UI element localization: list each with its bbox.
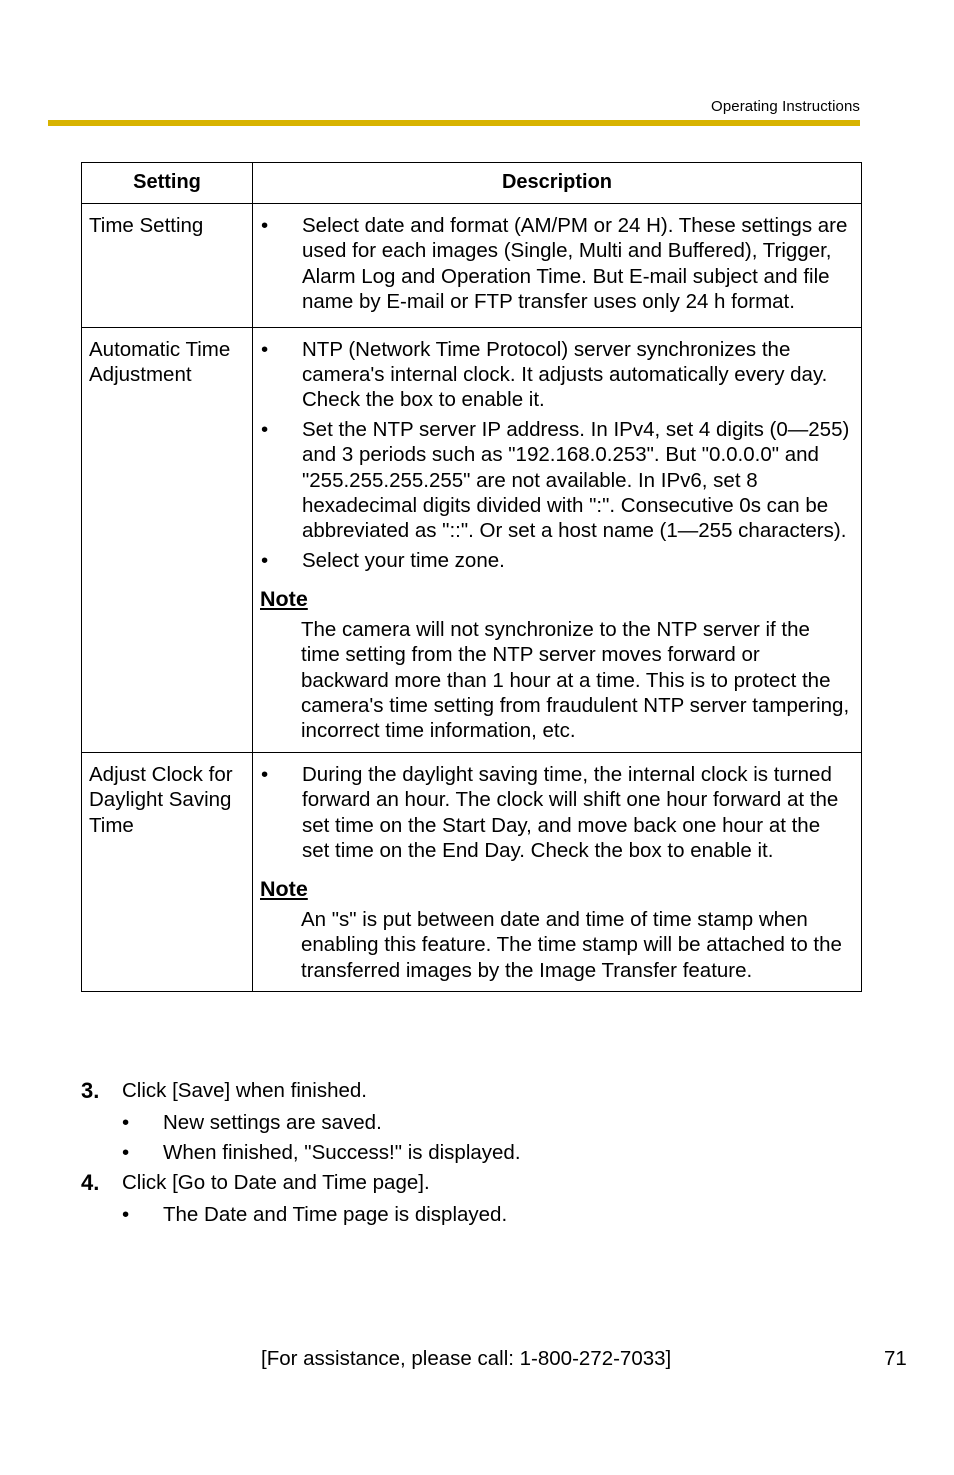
- bullet-text: Select your time zone.: [302, 548, 505, 572]
- setting-name-cell: Adjust Clock for Daylight Saving Time: [82, 752, 253, 991]
- description-cell: [253, 752, 862, 991]
- step-item: [81, 1078, 861, 1103]
- bullet-icon: •: [261, 214, 269, 237]
- bullet-icon: •: [122, 1203, 130, 1226]
- bullet-icon: •: [122, 1111, 130, 1134]
- column-header-description: Description: [253, 163, 862, 204]
- bullet-text: Select date and format (AM/PM or 24 H). These settings are used for each images (Single, Multi and Buffered), Trigger, Alarm Log and Operation Time. But E-mail subject and file name by E-mail or FTP transfer uses only 24 h format.: [302, 214, 848, 314]
- note-heading: Note: [260, 587, 308, 612]
- bullet-text: NTP (Network Time Protocol) server synchronizes the camera's internal clock. It adjusts automatically every day. Check the box to enable it.: [302, 337, 828, 412]
- step-text: Click [Go to Date and Time page].: [122, 1171, 430, 1194]
- bullet-item: [260, 337, 851, 413]
- bullet-text: Set the NTP server IP address. In IPv4, set 4 digits (0—255) and 3 periods such as "192.168.0.253". But "0.0.0.0" and "255.255.255.255" are not available. In IPv6, set 8 hexadecimal digits divided with ":". Consecutive 0s can be abbreviated as "::". Or set a host name (1—255 characters).: [302, 417, 850, 543]
- step-sub-item: [122, 1110, 861, 1135]
- settings-table: [81, 162, 862, 992]
- note-heading: Note: [260, 877, 308, 902]
- table-row: [82, 752, 862, 991]
- bullet-icon: •: [261, 417, 269, 441]
- table-row: [82, 204, 862, 328]
- step-number: 3.: [81, 1078, 100, 1103]
- bullet-icon: •: [261, 337, 269, 361]
- column-header-setting: Setting: [82, 163, 253, 204]
- step-sub-text: The Date and Time page is displayed.: [163, 1203, 508, 1226]
- bullet-text: During the daylight saving time, the internal clock is turned forward an hour. The clock will shift one hour forward at the set time on the Start Day, and move back one hour at the set time on the End Day. Check the box to enable it.: [302, 762, 839, 862]
- description-cell: [253, 327, 862, 752]
- step-number: 4.: [81, 1170, 100, 1195]
- bullet-item: [260, 213, 851, 315]
- step-sub-item: [122, 1140, 861, 1165]
- header-rule: [48, 120, 860, 126]
- assistance-text: [For assistance, please call: 1-800-272-7033]: [261, 1347, 672, 1370]
- running-header: Operating Instructions: [711, 98, 860, 115]
- step-text: Click [Save] when finished.: [122, 1079, 367, 1102]
- setting-name-cell: Time Setting: [82, 204, 253, 328]
- bullet-icon: •: [261, 548, 269, 572]
- step-sub-item: [122, 1202, 861, 1227]
- table-header-row: [82, 163, 862, 204]
- bullet-item: [260, 548, 851, 573]
- bullet-item: [260, 417, 851, 544]
- page-number: 71: [884, 1347, 907, 1370]
- step-sub-text: New settings are saved.: [163, 1111, 382, 1134]
- bullet-icon: •: [261, 762, 269, 786]
- table-row: [82, 327, 862, 752]
- bullet-icon: •: [122, 1141, 130, 1164]
- note-text: The camera will not synchronize to the NTP server if the time setting from the NTP server moves forward or backward more than 1 hour at a time. This is to protect the camera's time setting from fraudulent NTP server tampering, incorrect time information, etc.: [301, 617, 850, 743]
- description-cell: [253, 204, 862, 328]
- step-item: [81, 1170, 861, 1195]
- step-list: [81, 1078, 861, 1232]
- step-sub-text: When finished, "Success!" is displayed.: [163, 1141, 521, 1164]
- setting-name-cell: Automatic Time Adjustment: [82, 327, 253, 752]
- bullet-item: [260, 762, 851, 864]
- note-text: An "s" is put between date and time of time stamp when enabling this feature. The time stamp will be attached to the transferred images by the Image Transfer feature.: [301, 907, 842, 982]
